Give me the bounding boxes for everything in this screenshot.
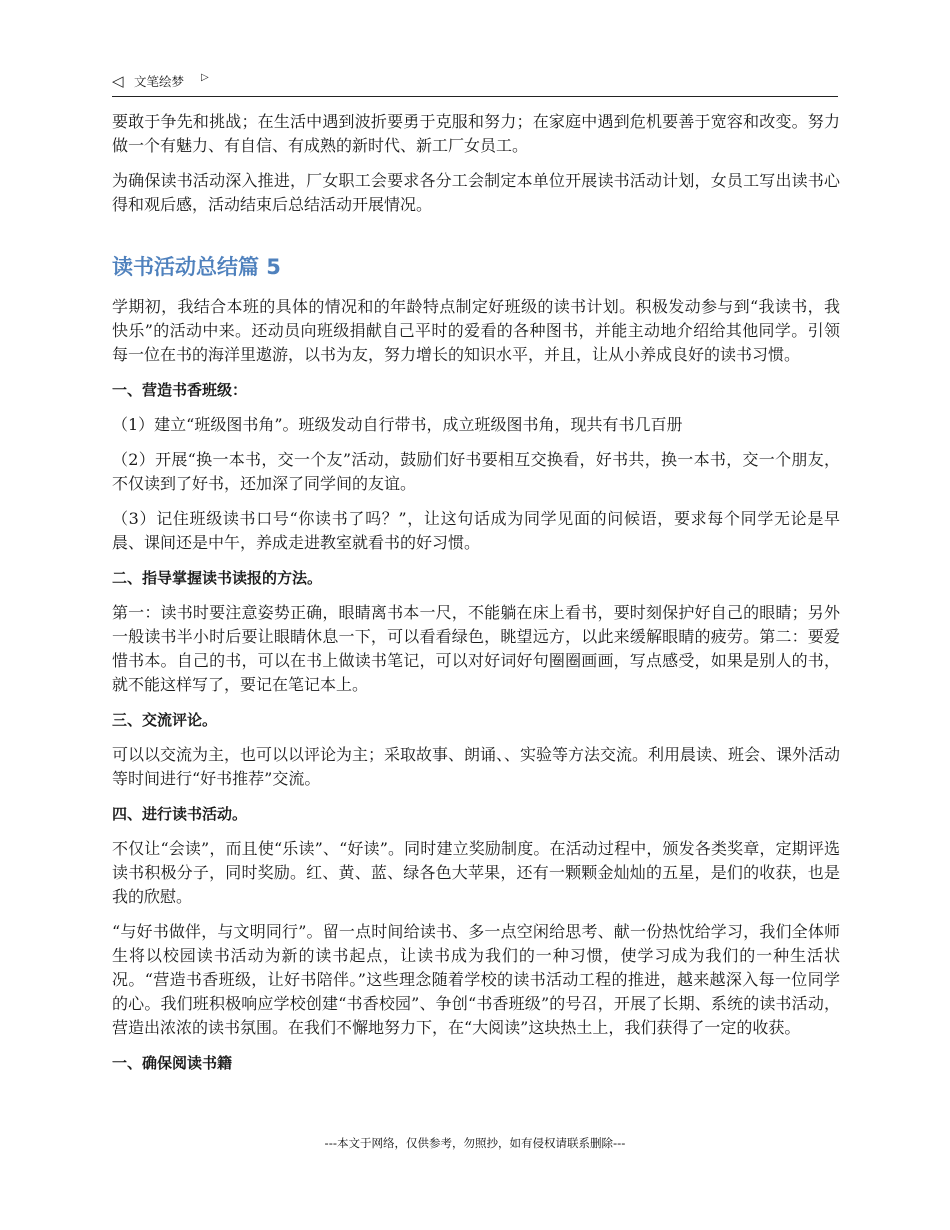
paragraph: 学期初，我结合本班的具体的情况和的年龄特点制定好班级的读书计划。积极发动参与到“我读书，我快乐”的活动中来。还动员向班级捐献自己平时的爱看的各种图书，并能主动地介绍给其他同学。引领每一位在书的海洋里遨游，以书为友，努力增长的知识水平，并且，让从小养成良好的读书习惯。 (112, 297, 840, 364)
paragraph: 第一：读书时要注意姿势正确，眼睛离书本一尺，不能躺在床上看书，要时刻保护好自己的眼睛；另外一般读书半小时后要让眼睛休息一下，可以看看绿色，眺望远方，以此来缓解眼睛的疲劳。第二：要爱惜书本。自己的书，可以在书上做读书笔记，可以对好词好句圈圈画画，写点感受，如果是别人的书，就不能这样写了，要记在笔记本上。 (112, 603, 840, 694)
subheading: 一、确保阅读书籍 (112, 1054, 233, 1072)
triangle-left-outline-icon: ◁ (112, 72, 124, 90)
footer-notice: ---本文于网络，仅供参考，勿照抄，如有侵权请联系删除--- (324, 1136, 626, 1150)
subheading: 四、进行读书活动。 (112, 805, 248, 823)
paragraph: （3）记住班级读书口号“你读书了吗？”，让这句话成为同学见面的问候语，要求每个同学无论是早晨、课间还是中午，养成走进教室就看书的好习惯。 (112, 509, 840, 552)
section-title: 读书活动总结篇 5 (112, 255, 281, 279)
subheading: 三、交流评论。 (112, 711, 218, 729)
subheading: 一、营造书香班级： (112, 381, 248, 399)
paragraph: （2）开展“换一本书，交一个友”活动，鼓励们好书要相互交换看，好书共，换一本书，交一个朋友，不仅读到了好书，还加深了同学间的友谊。 (112, 450, 840, 493)
paragraph: 可以以交流为主，也可以以评论为主；采取故事、朗诵、、实验等方法交流。利用晨读、班会、课外活动等时间进行“好书推荐”交流。 (112, 745, 841, 788)
paragraph: “与好书做伴，与文明同行”。留一点时间给读书、多一点空闲给思考、献一份热忱给学习，我们全体师生将以校园读书活动为新的读书起点，让读书成为我们的一种习惯，使学习成为我们的一种生活状况。“营造书香班级，让好书陪伴。”这些理念随着学校的读书活动工程的推进，越来越深入每一位同学的心。我们班积极响应学校创建“书香校园”、争创“书香班级”的号召，开展了长期、系统的读书活动，营造出浓浓的读书氛围。在我们不懈地努力下，在“大阅读”这块热土上，我们获得了一定的收获。 (112, 922, 840, 1037)
paragraph: 要敢于争先和挑战；在生活中遇到波折要勇于克服和努力；在家庭中遇到危机要善于宽容和改变。努力做一个有魅力、有自信、有成熟的新时代、新工厂女员工。 (112, 112, 840, 155)
header-brand: 文笔绘梦 (134, 74, 185, 89)
paragraph: 不仅让“会读”，而且使“乐读”、“好读”。同时建立奖励制度。在活动过程中，颁发各类奖章，定期评选读书积极分子，同时奖励。红、黄、蓝、绿各色大苹果，还有一颗颗金灿灿的五星，是们的收获，也是我的欣慰。 (112, 839, 840, 906)
document-body (112, 110, 840, 1086)
paragraph: 为确保读书活动深入推进，厂女职工会要求各分工会制定本单位开展读书活动计划，女员工写出读书心得和观后感，活动结束后总结活动开展情况。 (112, 171, 840, 214)
subheading: 二、指导掌握读书读报的方法。 (112, 569, 323, 587)
page-header (112, 68, 838, 97)
triangle-right-outline-icon: ▷ (201, 72, 209, 83)
paragraph: （1）建立“班级图书角”。班级发动自行带书，成立班级图书角，现共有书几百册 (112, 415, 683, 434)
